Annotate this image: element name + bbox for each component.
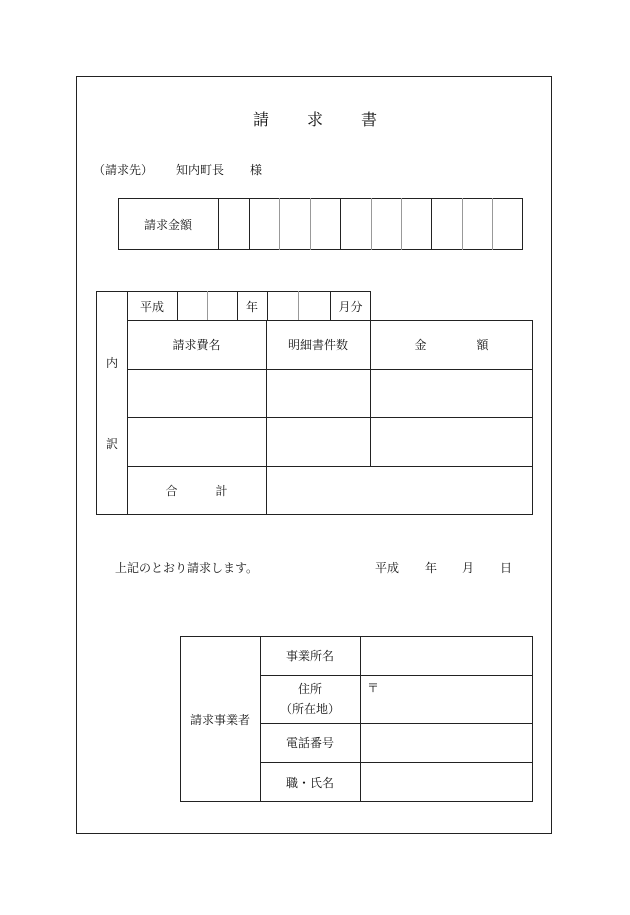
row-1-count-cell[interactable] — [267, 370, 370, 417]
document-title — [0, 107, 630, 130]
title-char: 請 — [252, 110, 269, 129]
amount-digit-cells[interactable] — [219, 199, 522, 249]
addressee-honorific: 様 — [250, 163, 263, 177]
phone-field[interactable] — [361, 724, 532, 762]
phone-label: 電話番号 — [285, 736, 334, 750]
period-era: 平成 — [139, 299, 164, 314]
col-header-count: 明細書件数 — [287, 338, 348, 352]
address-label-2: （所在地） — [279, 702, 340, 716]
position-name-field[interactable] — [361, 763, 532, 801]
row-2-count-cell[interactable] — [267, 418, 370, 466]
breakdown-side-label-top: 内 — [105, 355, 118, 370]
total-label-2: 計 — [215, 484, 228, 498]
title-char: 書 — [361, 110, 378, 129]
position-name-label: 職・氏名 — [285, 775, 334, 790]
addressee-name: 知内町長 — [176, 163, 225, 177]
statement-era: 平成 — [375, 561, 400, 575]
addressee-prefix: （請求先） — [93, 163, 154, 177]
period-month-label: 月分 — [338, 299, 363, 314]
office-name-label: 事業所名 — [285, 649, 334, 663]
row-1-name-cell[interactable] — [128, 370, 266, 417]
amount-label: 請求金額 — [143, 217, 192, 232]
total-value-cell[interactable] — [267, 467, 532, 514]
col-header-amount-1: 金 — [414, 338, 427, 352]
statement-year: 年 — [425, 561, 438, 575]
row-2-amount-cell[interactable] — [371, 418, 532, 466]
address-label — [260, 675, 360, 723]
statement-day: 日 — [500, 561, 513, 575]
total-label — [127, 466, 266, 515]
row-2-name-cell[interactable] — [128, 418, 266, 466]
address-label-1: 住所 — [297, 682, 322, 696]
period-year-label: 年 — [245, 299, 258, 314]
breakdown-side-label-bottom: 訳 — [105, 436, 118, 451]
address-field[interactable] — [361, 676, 532, 723]
title-char: 求 — [306, 110, 323, 129]
col-header-amount — [370, 320, 533, 369]
col-header-amount-2: 額 — [476, 338, 489, 352]
statement-text: 上記のとおり請求します。 — [115, 561, 259, 575]
claimant-group-label: 請求事業者 — [189, 712, 250, 727]
period-month-input[interactable] — [268, 292, 330, 320]
postal-mark: 〒 — [367, 681, 380, 695]
total-label-1: 合 — [165, 484, 178, 498]
period-year-input[interactable] — [178, 292, 237, 320]
col-header-name: 請求費名 — [172, 338, 221, 352]
row-1-amount-cell[interactable] — [371, 370, 532, 417]
office-name-field[interactable] — [361, 637, 532, 675]
statement-month: 月 — [462, 561, 475, 575]
breakdown-side-column — [96, 291, 128, 515]
